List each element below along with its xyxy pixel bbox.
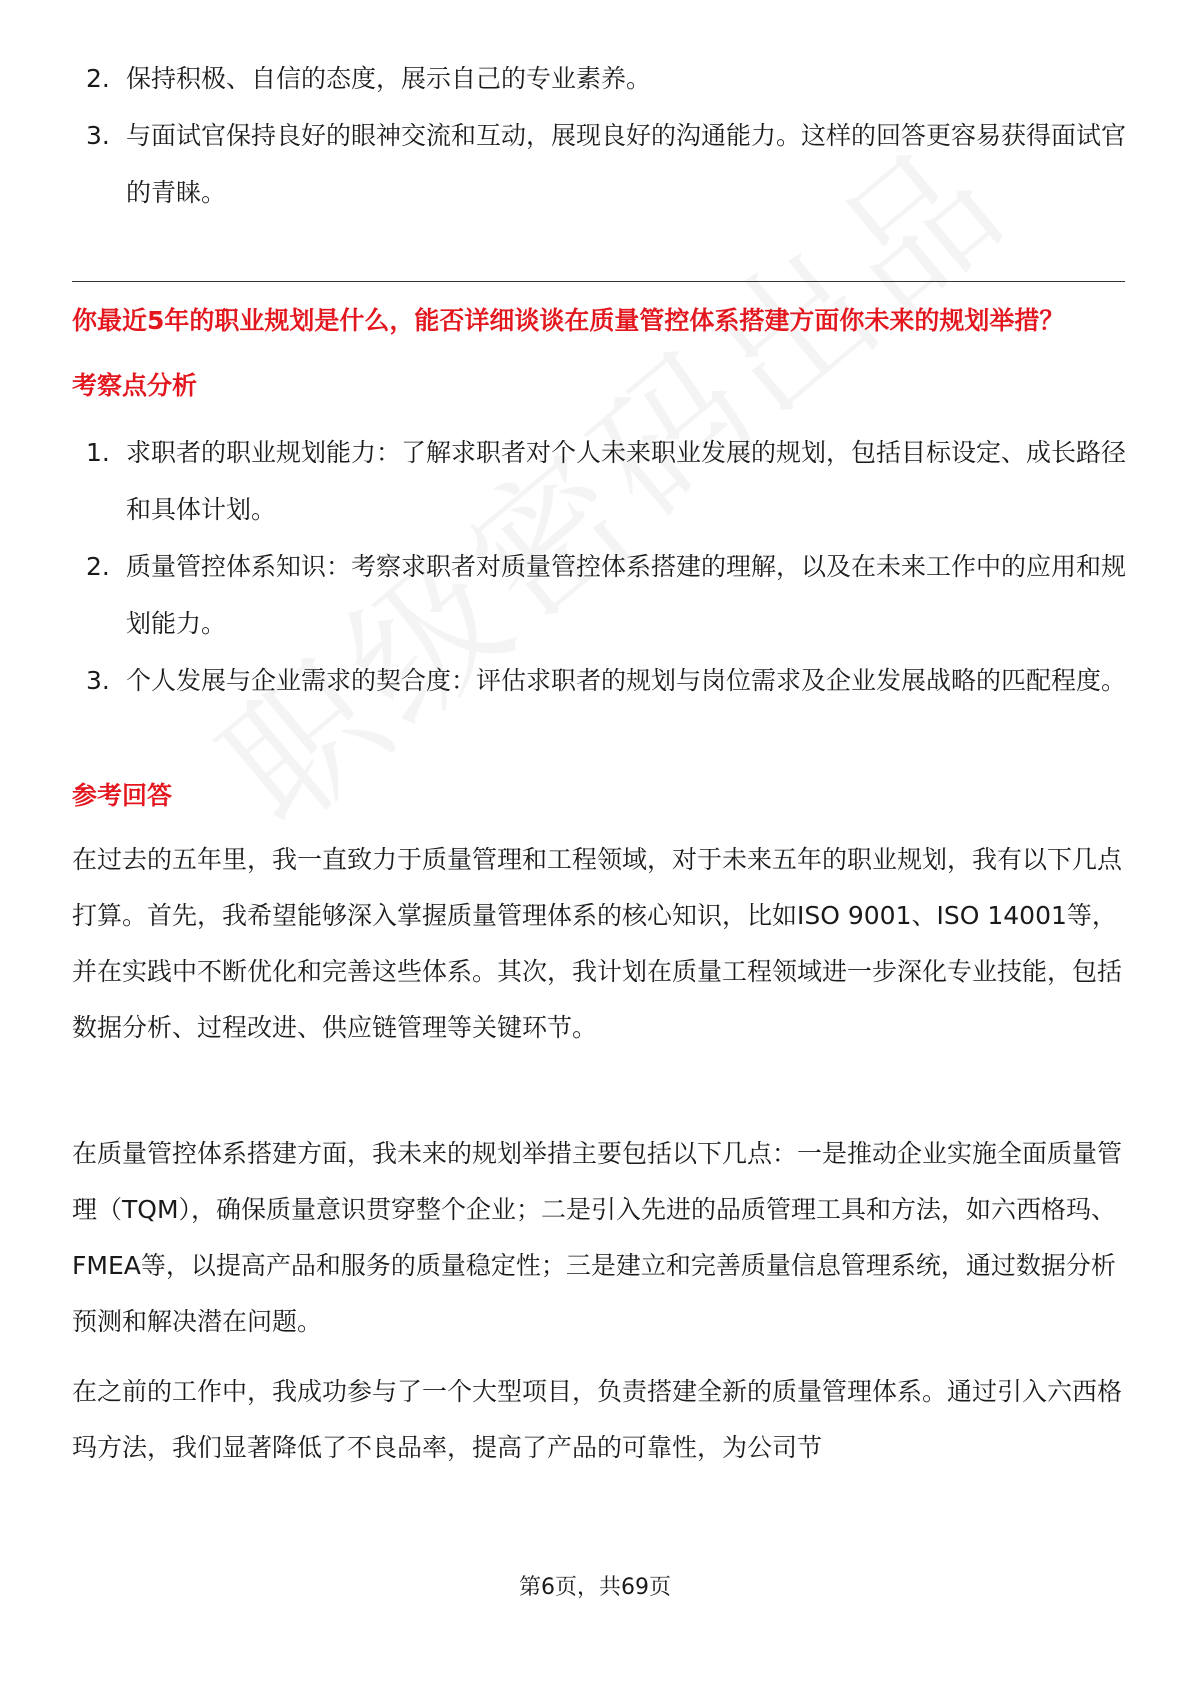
list-text: 求职者的职业规划能力：了解求职者对个人未来职业发展的规划，包括目标设定、成长路径和具体计划。: [126, 438, 1127, 524]
list-text: 与面试官保持良好的眼神交流和互动，展现良好的沟通能力。这样的回答更容易获得面试官的青睐。: [126, 121, 1127, 207]
list-item: [86, 652, 1126, 709]
answer-paragraph: 在之前的工作中，我成功参与了一个大型项目，负责搭建全新的质量管理体系。通过引入六西格玛方法，我们显著降低了不良品率，提高了产品的可靠性，为公司节: [72, 1377, 1123, 1462]
list-number: 2.: [86, 64, 110, 93]
question-heading: 你最近5年的职业规划是什么，能否详细谈谈在质量管控体系搭建方面你未来的规划举措？: [72, 306, 1065, 335]
top-list: [86, 50, 1126, 221]
list-number: 3.: [86, 121, 110, 150]
answer-title: 参考回答: [72, 781, 173, 810]
list-item: [86, 538, 1126, 652]
page-footer: 第6页，共69页: [519, 1575, 671, 1600]
analysis-list: [86, 424, 1126, 709]
list-text: 质量管控体系知识：考察求职者对质量管控体系搭建的理解，以及在未来工作中的应用和规划能力。: [126, 552, 1127, 638]
analysis-title: 考察点分析: [72, 371, 198, 400]
list-text: 个人发展与企业需求的契合度：评估求职者的规划与岗位需求及企业发展战略的匹配程度。: [126, 666, 1127, 695]
list-text: 保持积极、自信的态度，展示自己的专业素养。: [126, 64, 652, 93]
list-number: 1.: [86, 438, 110, 467]
answer-paragraph: 在过去的五年里，我一直致力于质量管理和工程领域，对于未来五年的职业规划，我有以下几点打算。首先，我希望能够深入掌握质量管理体系的核心知识，比如ISO 9001、ISO 14001等，并在实践中不断优化和完善这些体系。其次，我计划在质量工程领域进一步深化专业技能，包括数据分析、过程改进、供应链管理等关键环节。: [72, 845, 1123, 1042]
list-item: [86, 107, 1126, 221]
list-number: 2.: [86, 552, 110, 581]
answer-paragraph: 在质量管控体系搭建方面，我未来的规划举措主要包括以下几点：一是推动企业实施全面质量管理（TQM），确保质量意识贯穿整个企业；二是引入先进的品质管理工具和方法，如六西格玛、FMEA等，以提高产品和服务的质量稳定性；三是建立和完善质量信息管理系统，通过数据分析预测和解决潜在问题。: [72, 1139, 1123, 1336]
list-number: 3.: [86, 666, 110, 695]
list-item: [86, 424, 1126, 538]
list-item: [86, 50, 1126, 107]
section-divider: [72, 281, 1125, 282]
